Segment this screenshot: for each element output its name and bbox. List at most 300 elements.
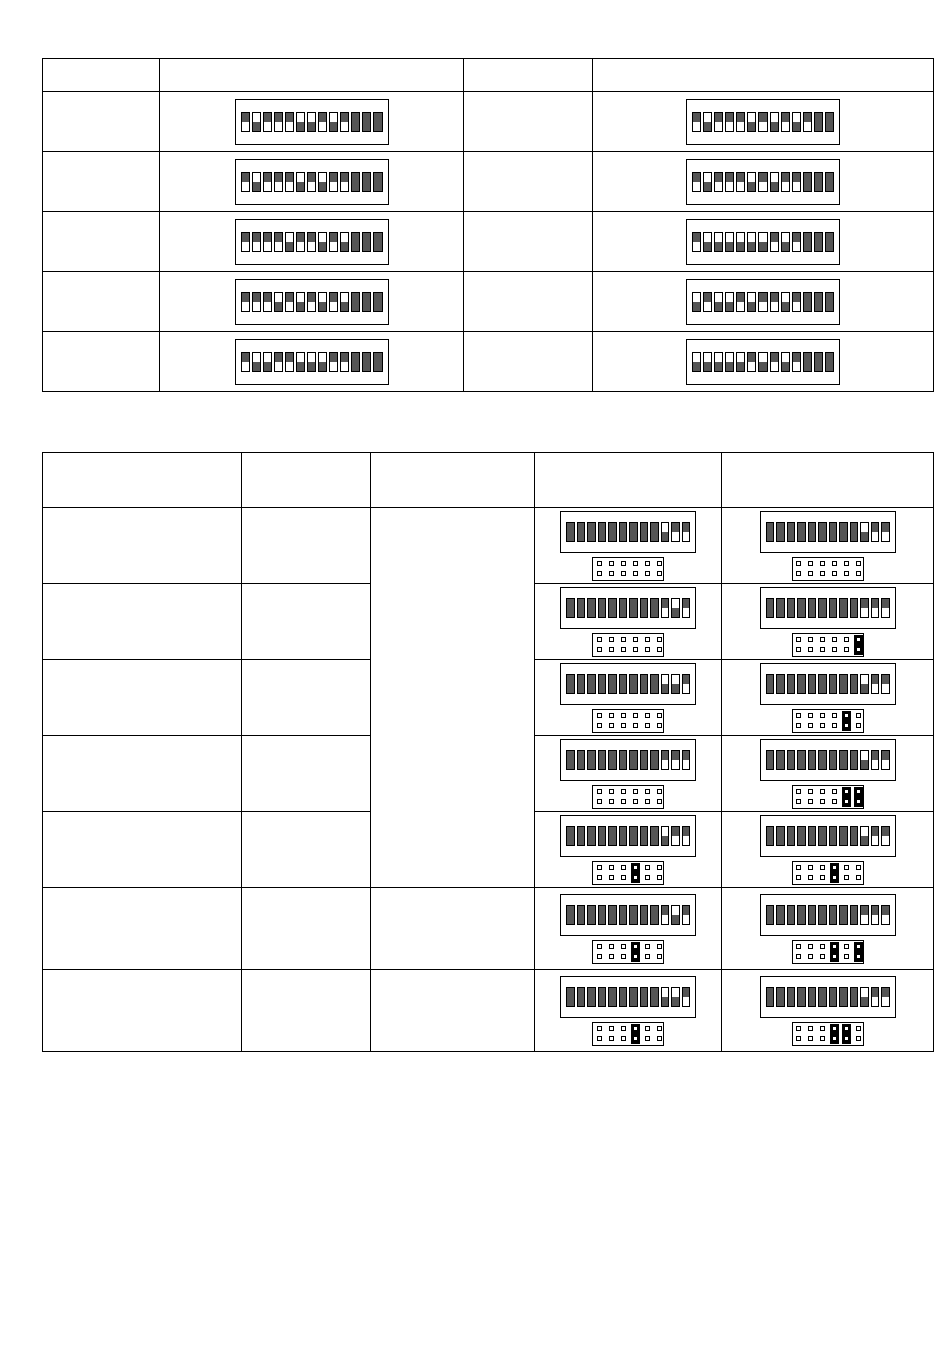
dip-switch [818,522,827,542]
jumper-pin [808,571,813,576]
dip-switch [650,905,659,925]
jumper-pin-slot [844,637,849,642]
jumper-pin [621,954,626,959]
jumper-pin [808,875,813,880]
jumper-pin [796,647,801,652]
dip-switch [818,750,827,770]
jumper-cap [631,952,640,962]
dip-switch [850,750,859,770]
dip-switch [839,522,848,542]
jumper-pin [645,561,650,566]
jumper-pin [645,713,650,718]
jumper-pin [633,799,638,804]
table-cell [43,272,160,332]
table-cell [43,332,160,392]
jumper-pin-slot [645,637,650,642]
jumper-pin [609,637,614,642]
jumper-pin [844,1036,849,1041]
jumper-pin [597,637,602,642]
jumper-pin [609,723,614,728]
jumper-pin [621,1036,626,1041]
dip-switch [274,112,283,132]
jumper-pin [657,865,662,870]
dip-switch [818,674,827,694]
jumper-cap [842,787,851,797]
dip-switch [650,826,659,846]
jumper-pin-slot [796,954,801,959]
jumper-pin [597,561,602,566]
jumper-pin [609,875,614,880]
jumper-pin-slot [657,647,662,652]
dip-switch [825,112,834,132]
dip-switch-block [760,815,896,857]
dip-switch [263,352,272,372]
dip-switch [629,522,638,542]
table-cell [593,332,934,392]
jumper-pin-slot [832,561,837,566]
dip-switch [850,826,859,846]
jumper-cap [842,797,851,807]
jumper-pin [796,713,801,718]
dip-switch [629,674,638,694]
dip-switch [825,232,834,252]
dip-switch [329,352,338,372]
dip-switch [682,522,691,542]
jumper-pin-slot [820,944,825,949]
jumper-pin [844,799,849,804]
dip-switch [608,674,617,694]
dip-switch [860,987,869,1007]
jumper-pin [844,637,849,642]
jumper-pin-slot [796,799,801,804]
jumper-pin [856,561,861,566]
jumper-pin-slot [645,789,650,794]
dip-switch [736,232,745,252]
dip-switch [792,232,801,252]
dip-switch [661,826,670,846]
table-cell [43,970,242,1052]
dip-switch [871,522,880,542]
table-cell [43,212,160,272]
jumper-pin-slot [820,1036,825,1041]
dip-switch [808,750,817,770]
jumper-pin-slot [609,647,614,652]
jumper-pin-slot [609,561,614,566]
jumper-pin [633,713,638,718]
jumper-pin-slot [820,799,825,804]
jumper-block [792,940,864,964]
jumper-pin-slot [597,723,602,728]
dip-switch [340,352,349,372]
dip-switch [318,232,327,252]
jumper-pin [657,647,662,652]
dip-switch-block [235,219,389,265]
jumper-block [792,633,864,657]
dip-switch [725,352,734,372]
dip-switch [629,987,638,1007]
jumper-pin-slot [796,713,801,718]
dip-switch [781,292,790,312]
dip-switch [770,292,779,312]
dip-switch [850,987,859,1007]
dip-jumper-table [42,452,934,1052]
table-cell [535,736,722,812]
table-cell [722,736,934,812]
dip-switch [566,987,575,1007]
dip-switch [307,112,316,132]
jumper-pin [645,723,650,728]
jumper-pin [844,954,849,959]
dip-switch [860,598,869,618]
dip-switch [747,232,756,252]
dip-switch [787,750,796,770]
dip-switch [747,352,756,372]
dip-switch [776,905,785,925]
header-cell [464,59,593,92]
dip-switch [307,352,316,372]
jumper-pin [597,789,602,794]
dip-switch [285,292,294,312]
jumper-pin [657,571,662,576]
jumper-pin [796,571,801,576]
jumper-pin-slot [832,637,837,642]
jumper-pin [609,1036,614,1041]
dip-switch [787,987,796,1007]
jumper-pin [844,789,849,794]
jumper-pin-slot [597,865,602,870]
dip-switch [671,674,680,694]
dip-switch [797,905,806,925]
jumper-pin-slot [844,875,849,880]
table-row [43,272,934,332]
jumper-pin-slot [808,1036,813,1041]
dip-switch [725,232,734,252]
jumper-cap [842,1034,851,1044]
dip-switch [373,232,382,252]
jumper-pin [597,875,602,880]
jumper-pin [633,647,638,652]
jumper-pin-slot [808,799,813,804]
jumper-pin-slot [808,875,813,880]
jumper-pin [633,944,638,949]
header-cell [242,453,371,508]
dip-switch [781,232,790,252]
dip-switch [736,172,745,192]
dip-switch-block [235,279,389,325]
jumper-pin [796,799,801,804]
jumper-pin [844,571,849,576]
dip-switch [829,750,838,770]
jumper-pin [796,637,801,642]
jumper-pin [633,1036,638,1041]
jumper-pin [808,865,813,870]
dip-switch [661,598,670,618]
dip-switch [329,172,338,192]
jumper-pin [645,1036,650,1041]
dip-switch [285,232,294,252]
dip-switch [766,987,775,1007]
dip-switch [682,598,691,618]
jumper-pin [621,799,626,804]
jumper-pin-slot [621,571,626,576]
dip-switch [808,674,817,694]
jumper-block [592,785,664,809]
jumper-pin-slot [808,723,813,728]
dip-switch [839,674,848,694]
dip-switch [351,292,360,312]
jumper-pin-slot [609,789,614,794]
jumper-pin-slot [796,647,801,652]
table-cell [160,212,464,272]
dip-switch [839,598,848,618]
table-cell [722,508,934,584]
jumper-pin [808,944,813,949]
jumper-pin-slot [844,647,849,652]
jumper-pin-slot [621,647,626,652]
dip-switch [766,826,775,846]
dip-switch-block [686,279,840,325]
jumper-pin [645,789,650,794]
jumper-pin [645,647,650,652]
jumper-pin [657,561,662,566]
dip-switch [650,750,659,770]
table-row [43,888,934,970]
jumper-pin-slot [844,944,849,949]
jumper-pin-slot [597,954,602,959]
dip-switch [881,826,890,846]
dip-switch [881,750,890,770]
dip-switch [566,750,575,770]
jumper-pin [856,1036,861,1041]
jumper-pin [633,865,638,870]
dip-switch [703,292,712,312]
jumper-pin [633,789,638,794]
dip-switch [587,522,596,542]
jumper-pin-slot [657,865,662,870]
dip-switch [871,905,880,925]
jumper-pin-slot [832,723,837,728]
table-cell [160,332,464,392]
dip-switch [619,522,628,542]
dip-switch-block [560,894,696,936]
jumper-cap [854,645,863,655]
header-cell [160,59,464,92]
jumper-pin-slot [657,944,662,949]
jumper-pin-slot [597,561,602,566]
jumper-pin-slot [645,944,650,949]
jumper-block [592,709,664,733]
jumper-pin-slot [657,561,662,566]
jumper-cap [631,942,640,952]
jumper-pin [832,865,837,870]
dip-switch [650,674,659,694]
dip-switch [263,172,272,192]
dip-switch [792,172,801,192]
dip-switch [797,522,806,542]
dip-switch [814,112,823,132]
dip-switch [682,674,691,694]
dip-switch [825,292,834,312]
dip-switch [860,522,869,542]
dip-switch [881,987,890,1007]
dip-switch-block [760,511,896,553]
jumper-pin [621,865,626,870]
dip-switch-block [686,339,840,385]
dip-switch [661,987,670,1007]
jumper-pin-slot [645,799,650,804]
jumper-pin-slot [856,723,861,728]
dip-switch [829,674,838,694]
dip-switch [351,112,360,132]
table-cell [43,508,242,584]
jumper-pin-slot [832,571,837,576]
dip-switch [587,598,596,618]
jumper-pin [856,713,861,718]
dip-switch [770,172,779,192]
jumper-pin [856,723,861,728]
jumper-pin-slot [796,723,801,728]
dip-switch [629,598,638,618]
jumper-pin [808,789,813,794]
jumper-pin-slot [820,647,825,652]
jumper-pin [820,713,825,718]
jumper-pin [856,789,861,794]
dip-switch [263,112,272,132]
dip-switch [671,598,680,618]
dip-switch [814,172,823,192]
dip-switch [598,522,607,542]
jumper-pin-slot [796,561,801,566]
dip-switch [770,232,779,252]
dip-switch [241,292,250,312]
dip-switch [587,826,596,846]
dip-switch [714,292,723,312]
jumper-pin [597,944,602,949]
jumper-pin-slot [597,1026,602,1031]
table-cell [43,152,160,212]
dip-switch [619,598,628,618]
dip-switch [640,905,649,925]
dip-switch [770,352,779,372]
jumper-pin [645,799,650,804]
jumper-pin [609,954,614,959]
table-cell [722,812,934,888]
jumper-pin-slot [633,723,638,728]
dip-switch [252,292,261,312]
jumper-pin-slot [609,1036,614,1041]
jumper-pin-slot [657,789,662,794]
jumper-pin [820,1036,825,1041]
dip-switch [871,826,880,846]
table-cell [464,272,593,332]
jumper-pin-slot [796,637,801,642]
table-cell [535,584,722,660]
jumper-pin-slot [597,944,602,949]
table-cell [535,888,722,970]
jumper-pin [856,875,861,880]
dip-switch [881,905,890,925]
jumper-cap [842,721,851,731]
jumper-pin [633,1026,638,1031]
jumper-pin-slot [832,713,837,718]
jumper-pin-slot [621,875,626,880]
table-cell [535,812,722,888]
jumper-pin-slot [657,1036,662,1041]
dip-switch [839,826,848,846]
table-row [43,92,934,152]
jumper-pin [796,954,801,959]
dip-switch [629,826,638,846]
jumper-pin [645,944,650,949]
dip-switch [808,598,817,618]
dip-switch [766,522,775,542]
dip-switch [850,522,859,542]
jumper-pin-slot [820,561,825,566]
dip-switch [787,905,796,925]
jumper-pin-slot [633,799,638,804]
jumper-pin-slot [820,1026,825,1031]
jumper-pin [856,954,861,959]
jumper-pin [856,1026,861,1031]
jumper-pin-slot [645,723,650,728]
jumper-pin-slot [609,875,614,880]
dip-switch [747,292,756,312]
dip-switch [285,112,294,132]
dip-switch [252,112,261,132]
header-cell [43,453,242,508]
header-cell [371,453,535,508]
jumper-pin-slot [808,944,813,949]
jumper-cap [631,873,640,883]
jumper-pin [597,799,602,804]
jumper-pin [609,799,614,804]
table-cell [43,736,242,812]
jumper-block [592,861,664,885]
jumper-pin-slot [796,1026,801,1031]
dip-switch [318,112,327,132]
dip-switch [307,232,316,252]
jumper-pin-slot [645,561,650,566]
jumper-pin [820,799,825,804]
jumper-pin [597,1026,602,1031]
jumper-pin [597,1036,602,1041]
jumper-block [592,1022,664,1046]
dip-switch [619,826,628,846]
jumper-pin-slot [621,723,626,728]
dip-switch [252,352,261,372]
dip-switch [766,674,775,694]
dip-switch [608,905,617,925]
dip-switch [608,987,617,1007]
jumper-pin [597,865,602,870]
jumper-pin-slot [609,865,614,870]
dip-switch [329,232,338,252]
jumper-pin-slot [808,865,813,870]
dip-switch [850,674,859,694]
jumper-pin [844,875,849,880]
jumper-pin-slot [657,875,662,880]
table-row [43,508,934,584]
dip-switch [860,750,869,770]
dip-switch [671,522,680,542]
dip-switch [241,232,250,252]
dip-switch [274,352,283,372]
dip-switch [736,352,745,372]
dip-switch [818,598,827,618]
table-cell [43,584,242,660]
jumper-pin [645,571,650,576]
jumper-pin-slot [609,713,614,718]
